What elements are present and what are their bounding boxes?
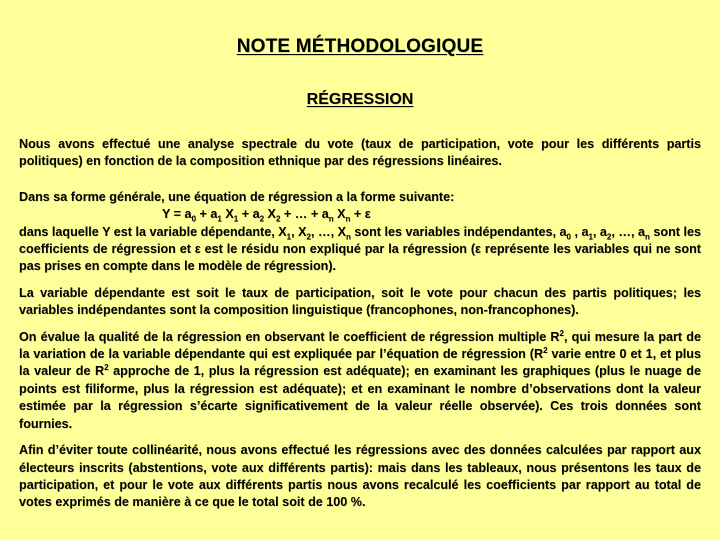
section-subtitle: RÉGRESSION [306,91,414,108]
equation-intro-text: Dans sa forme générale, une équation de régression a la forme suivante: [19,189,455,204]
slide-body [19,136,701,521]
paragraph-collinearity: Afin d’éviter toute collinéarité, nous avons effectué les régressions avec des données calculées par rapport aux électeurs inscrits (abstentions, vote aux différents partis): mais dans les tableaux, nous présentons les taux de participation, et pour le vote aux différents partis nous avons recalculé les coefficients par rapport au total de votes exprimés de manière à ce que le total soit de 100 %. [19,443,701,510]
regression-equation: $Y = a_0 + a_1$ $X_1 + a_2$ $X_2$ + … + $a_n$ $X_n + \varepsilon$ [162,207,371,224]
equation-explanation: dans laquelle Y est la variable dépendante, $X_1$, $X_2$, …, $X_n$ sont les variables indépendantes, $a_0$ , $a_1$, $a_2$, …, $a_n$ sont les coefficients de régression et ε est le résidu non expliqué par la régression (ε représente les variables qui ne sont pas prises en compte dans le modèle de régression). [19,224,701,274]
paragraph-quality: On évalue la qualité de la régression en observant le coefficient de régression multiple $R^2$, qui mesure la part de la variation de la variable dépendante qui est expliquée par l’équation de régression ($R^2$ varie entre 0 et 1, et plus la valeur de $R^2$ approche de 1, plus la régression est adéquate); en examinant les graphiques (plus le nuage de points est filiforme, plus la régression est adéquate); et en examinant le nombre d’observations dont la valeur estimée par la régression s’écarte significativement de la valeur réelle observée). Ces trois données sont fournies. [19,328,701,431]
paragraph-equation [19,189,701,276]
paragraph-intro: Nous avons effectué une analyse spectrale du vote (taux de participation, vote pour les différents partis politiques) en fonction de la composition ethnique par des régressions linéaires. [19,137,701,169]
paragraph-variables: La variable dépendante est soit le taux de participation, soit le vote pour chacun des partis politiques; les variables indépendantes sont la composition linguistique (francophones, non-francophones). [19,285,701,318]
page-title: NOTE MÉTHODOLOGIQUE [236,36,484,57]
